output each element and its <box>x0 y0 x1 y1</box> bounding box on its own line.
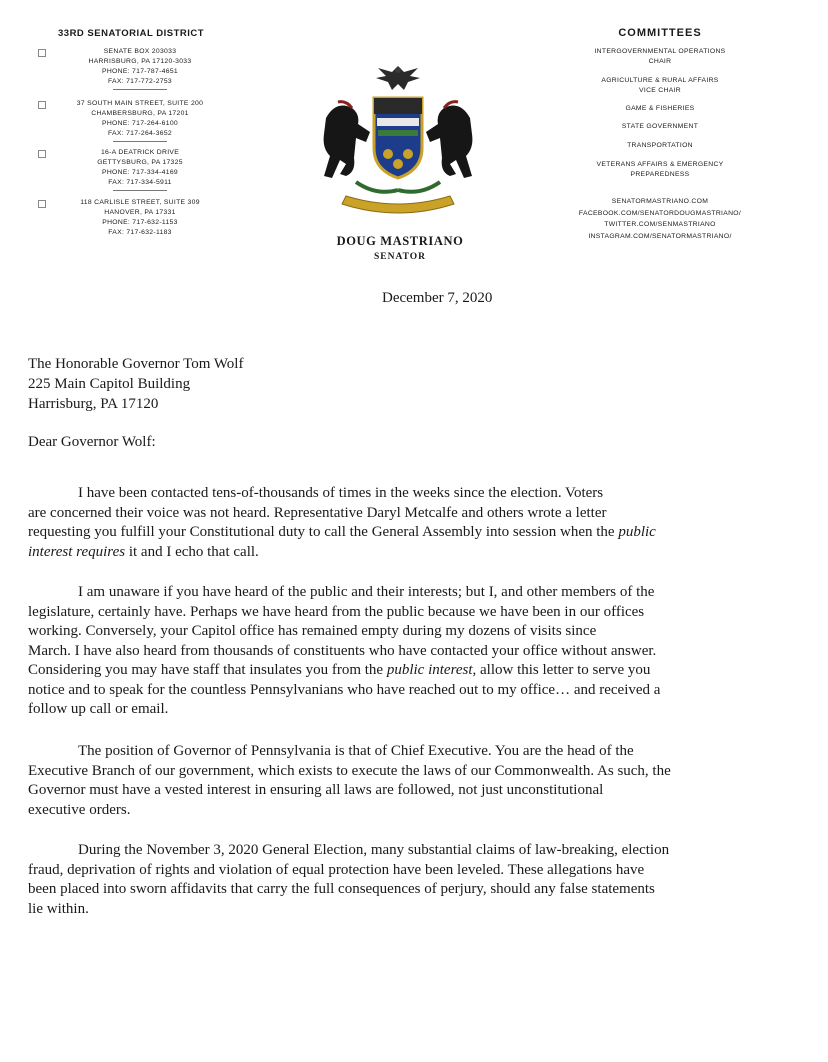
website-link[interactable]: SENATORMASTRIANO.COM <box>611 198 709 205</box>
office-line: HANOVER, PA 17331 <box>104 209 176 216</box>
body-paragraph <box>28 841 788 919</box>
recipient-line: The Honorable Governor Tom Wolf <box>28 356 244 372</box>
body-paragraph <box>28 484 788 562</box>
committees-title: COMMITTEES <box>618 27 702 39</box>
office-line: 118 CARLISLE STREET, SUITE 309 <box>80 199 200 206</box>
office-line: FAX: 717-334-5911 <box>108 179 172 186</box>
office-line: PHONE: 717-632-1153 <box>102 219 178 226</box>
committee-name: STATE GOVERNMENT <box>621 123 699 130</box>
checkbox-icon <box>38 150 46 158</box>
salutation: Dear Governor Wolf: <box>28 434 156 450</box>
committee-item <box>560 160 760 179</box>
paragraph-line: The position of Governor of Pennsylvania is that of Chief Executive. You are the head of the <box>78 743 634 759</box>
committee-item <box>560 47 760 66</box>
office-line: PHONE: 717-264-6100 <box>102 120 178 127</box>
district-title: 33RD SENATORIAL DISTRICT <box>58 28 205 39</box>
paragraph-line: been placed into sworn affidavits that carry the full consequences of perjury, should any false statements <box>28 881 655 897</box>
office-address-chambersburg <box>38 99 228 142</box>
body-paragraph <box>28 742 788 820</box>
body-paragraph <box>28 583 788 720</box>
paragraph-line: During the November 3, 2020 General Election, many substantial claims of law-breaking, election <box>78 842 670 858</box>
divider <box>113 89 167 90</box>
divider <box>113 190 167 191</box>
office-line: HARRISBURG, PA 17120-3033 <box>88 58 192 65</box>
committee-name: VETERANS AFFAIRS & EMERGENCY <box>596 161 724 168</box>
senator-name: DOUG MASTRIANO <box>336 234 464 248</box>
paragraph-line: fraud, deprivation of rights and violation of equal protection have been leveled. These allegations have <box>28 861 645 878</box>
checkbox-icon <box>38 200 46 208</box>
office-line: 37 SOUTH MAIN STREET, SUITE 200 <box>76 100 204 107</box>
senator-title: SENATOR <box>373 252 427 262</box>
office-address-harrisburg <box>38 47 228 90</box>
office-line: CHAMBERSBURG, PA 17201 <box>91 110 189 117</box>
facebook-link[interactable]: FACEBOOK.COM/SENATORDOUGMASTRIANO/ <box>578 209 742 217</box>
paragraph-line: working. Conversely, your Capitol office has remained empty during my dozens of visits since <box>28 623 597 639</box>
office-address-hanover <box>38 198 228 238</box>
office-line: FAX: 717-632-1183 <box>108 229 172 236</box>
paragraph-line: follow up call or email. <box>28 701 169 717</box>
paragraph-line: requesting you fulfill your Constitutional duty to call the General Assembly into session when the public <box>28 524 656 540</box>
office-line: FAX: 717-264-3652 <box>107 130 173 137</box>
divider <box>113 141 167 142</box>
committee-role: PREPAREDNESS <box>630 170 690 178</box>
paragraph-line: I am unaware if you have heard of the public and their interests; but I, and other members of the <box>78 584 655 600</box>
italic-text: public <box>618 524 656 540</box>
instagram-link[interactable]: INSTAGRAM.COM/SENATORMASTRIANO/ <box>588 232 732 240</box>
office-line: PHONE: 717-334-4169 <box>102 169 178 176</box>
recipient-line: Harrisburg, PA 17120 <box>28 396 159 412</box>
committee-name: AGRICULTURE & RURAL AFFAIRS <box>601 77 719 84</box>
paragraph-line: I have been contacted tens-of-thousands of times in the weeks since the election. Voters <box>78 485 604 501</box>
paragraph-line: interest requires it and I echo that call. <box>28 543 259 560</box>
paragraph-line: Governor must have a vested interest in ensuring all laws are followed, not just unconstitutional <box>28 782 604 798</box>
paragraph-line: legislature, certainly have. Perhaps we have heard from the public because we have been in our offices <box>28 603 645 620</box>
office-line: SENATE BOX 203033 <box>103 48 177 55</box>
paragraph-line: notice and to speak for the countless Pennsylvanians who have reached out to my office… and received a <box>28 681 661 698</box>
office-line: GETTYSBURG, PA 17325 <box>97 159 183 166</box>
social-links <box>548 196 772 242</box>
paragraph-line: executive orders. <box>28 801 131 818</box>
committee-item <box>560 104 760 114</box>
committee-role: VICE CHAIR <box>639 86 681 94</box>
letter-date: December 7, 2020 <box>382 290 493 306</box>
office-line: FAX: 717-772-2753 <box>107 78 173 85</box>
office-address-gettysburg <box>38 148 228 191</box>
committee-name: INTERGOVERNMENTAL OPERATIONS <box>594 48 726 55</box>
paragraph-line: are concerned their voice was not heard. Representative Daryl Metcalfe and others wrote a letter <box>28 504 607 521</box>
committee-item <box>560 141 760 151</box>
checkbox-icon <box>38 101 46 109</box>
paragraph-line: lie within. <box>28 900 89 917</box>
recipient-address <box>28 354 243 414</box>
paragraph-line: Executive Branch of our government, which exists to execute the laws of our Commonwealth. As such, the <box>28 762 671 779</box>
committee-item <box>560 76 760 95</box>
committee-name: GAME & FISHERIES <box>625 105 695 112</box>
recipient-line: 225 Main Capitol Building <box>28 376 191 392</box>
italic-text: interest requires <box>28 543 126 560</box>
committee-name: TRANSPORTATION <box>627 142 693 149</box>
twitter-link[interactable]: TWITTER.COM/SENMASTRIANO <box>604 221 716 228</box>
office-line: PHONE: 717-787-4651 <box>102 68 178 75</box>
pennsylvania-coat-of-arms-icon <box>308 58 488 218</box>
committee-role: CHAIR <box>648 57 672 65</box>
checkbox-icon <box>38 49 46 57</box>
paragraph-line: March. I have also heard from thousands of constituents who have contacted your office without answer. <box>28 642 657 659</box>
paragraph-line: Considering you may have staff that insulates you from the public interest, allow this letter to serve you <box>28 662 651 678</box>
italic-text: public interest <box>386 662 473 678</box>
committee-item <box>560 122 760 132</box>
office-line: 16-A DEATRICK DRIVE <box>100 149 180 156</box>
